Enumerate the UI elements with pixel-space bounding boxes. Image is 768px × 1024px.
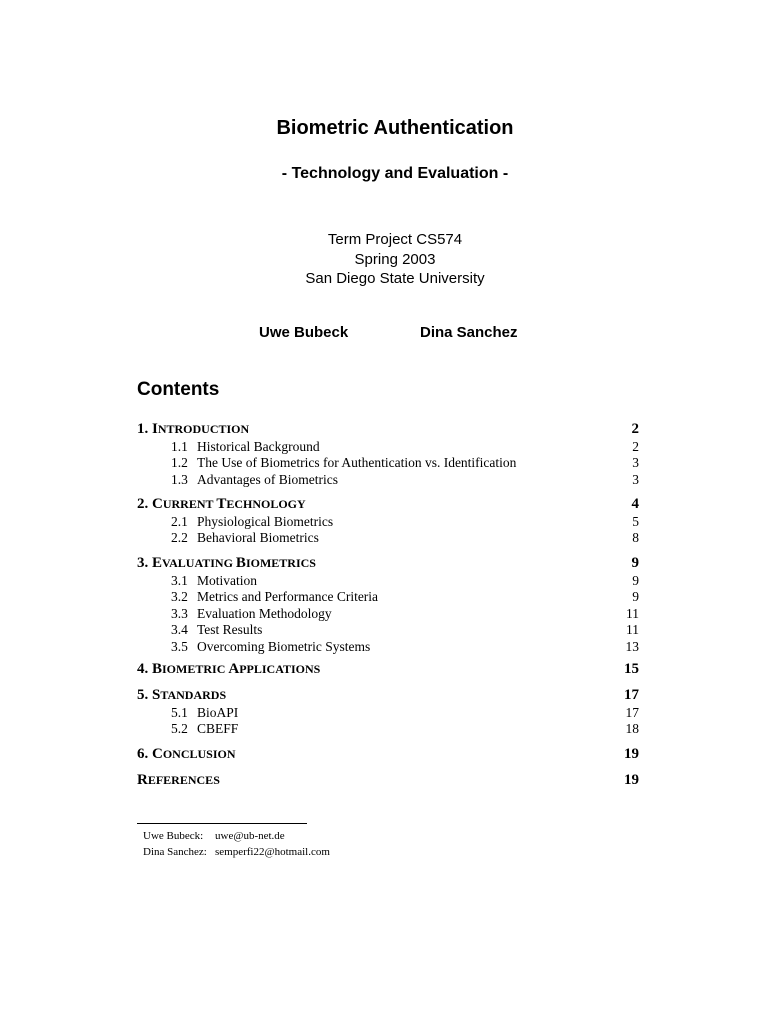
document-subtitle: - Technology and Evaluation - xyxy=(281,165,509,182)
toc-section[interactable] xyxy=(137,496,639,514)
toc-subsection-title xyxy=(171,639,370,655)
toc-section-title: 6. CONCLUSION xyxy=(137,746,236,762)
toc-subsection-text: Physiological Biometrics xyxy=(197,514,334,529)
toc-section-title: 2. CURRENT TECHNOLOGY xyxy=(137,496,306,512)
toc-subsection-number: 3.2 xyxy=(171,589,188,605)
toc-page-number: 19 xyxy=(624,746,639,762)
project-term: Spring 2003 xyxy=(354,250,436,268)
toc-page-number: 3 xyxy=(632,455,639,471)
toc-subsection-text: CBEFF xyxy=(197,721,239,737)
toc-page-number: 4 xyxy=(631,496,639,512)
footnote-line xyxy=(143,846,330,858)
footnote-email: uwe@ub-net.de xyxy=(215,830,285,842)
toc-section[interactable] xyxy=(137,746,639,764)
toc-page-number: 9 xyxy=(631,555,639,571)
toc-subsection[interactable] xyxy=(137,514,639,532)
toc-subsection-number: 1.1 xyxy=(171,439,188,454)
toc-subsection[interactable] xyxy=(137,455,639,473)
project-university: San Diego State University xyxy=(305,270,485,287)
toc-section-title: 1. INTRODUCTION xyxy=(137,421,250,437)
toc-page-number: 17 xyxy=(625,705,639,720)
toc-subsection-title xyxy=(171,455,516,471)
toc-page-number: 17 xyxy=(624,687,639,703)
toc-section[interactable] xyxy=(137,555,639,573)
toc-subsection-title xyxy=(171,439,320,455)
toc-subsection[interactable] xyxy=(137,639,639,657)
toc-subsection-text: Metrics and Performance Criteria xyxy=(197,589,379,605)
toc-page-number: 2 xyxy=(632,439,639,454)
toc-subsection[interactable] xyxy=(137,589,639,607)
toc-page-number: 11 xyxy=(626,605,639,621)
toc-section-title: 4. BIOMETRIC APPLICATIONS xyxy=(137,661,321,677)
toc-subsection-text: Evaluation Methodology xyxy=(197,605,332,621)
toc-page-number: 19 xyxy=(624,772,639,788)
toc-page-number: 8 xyxy=(632,530,639,546)
toc-subsection[interactable] xyxy=(137,606,639,624)
toc-page-number: 2 xyxy=(631,421,639,437)
toc-page-number: 13 xyxy=(625,638,639,654)
document-title: Biometric Authentication xyxy=(276,117,514,139)
toc-section-title: 3. EVALUATING BIOMETRICS xyxy=(137,555,316,571)
toc-section-title: 5. STANDARDS xyxy=(137,687,227,703)
toc-subsection-text: Motivation xyxy=(197,573,257,588)
toc-subsection-number: 3.3 xyxy=(171,605,188,621)
toc-page-number: 9 xyxy=(632,589,639,605)
toc-subsection-number: 5.1 xyxy=(171,705,188,720)
toc-subsection[interactable] xyxy=(137,439,639,457)
toc-subsection-number: 2.1 xyxy=(171,514,188,529)
project-info xyxy=(0,230,768,289)
toc-subsection-text: Behavioral Biometrics xyxy=(197,530,319,546)
toc-subsection-title xyxy=(171,606,332,622)
footnote-author: Uwe Bubeck: xyxy=(143,830,204,842)
toc-section[interactable] xyxy=(137,772,639,790)
toc-section[interactable] xyxy=(137,661,639,679)
toc-subsection[interactable] xyxy=(137,705,639,723)
project-course: Term Project CS574 xyxy=(327,231,463,248)
toc-subsection-number: 2.2 xyxy=(171,530,188,546)
toc-subsection-number: 3.4 xyxy=(171,622,188,638)
toc-section[interactable] xyxy=(137,421,639,439)
footnote-email: semperfi22@hotmail.com xyxy=(215,846,330,858)
toc-subsection-number: 5.2 xyxy=(171,721,188,737)
toc-subsection-text: Test Results xyxy=(197,622,263,638)
footnote-divider xyxy=(137,823,307,824)
toc-subsection[interactable] xyxy=(137,622,639,640)
toc-subsection-number: 1.3 xyxy=(171,471,188,487)
footnote-author: Dina Sanchez: xyxy=(143,846,207,858)
toc-page-number: 18 xyxy=(625,721,639,737)
toc-subsection-title xyxy=(171,472,338,488)
toc-page-number: 5 xyxy=(632,514,639,529)
toc-section-title: REFERENCES xyxy=(137,772,220,788)
toc-section[interactable] xyxy=(137,687,639,705)
toc-subsection[interactable] xyxy=(137,721,639,739)
toc-page-number: 3 xyxy=(632,471,639,487)
toc-subsection-text: Advantages of Biometrics xyxy=(197,471,338,487)
toc-subsection-title xyxy=(171,622,262,638)
toc-subsection-title xyxy=(171,721,238,737)
toc-subsection-text: The Use of Biometrics for Authentication vs. Identification xyxy=(197,455,517,471)
footnote-line xyxy=(143,830,285,842)
toc-subsection-text: Overcoming Biometric Systems xyxy=(197,638,371,654)
toc-page-number: 11 xyxy=(626,622,639,638)
author-name: Uwe Bubeck xyxy=(259,324,349,341)
author-name: Dina Sanchez xyxy=(420,324,518,341)
toc-subsection[interactable] xyxy=(137,472,639,490)
toc-page-number: 15 xyxy=(624,661,639,677)
toc-subsection-text: BioAPI xyxy=(197,705,239,720)
toc-subsection[interactable] xyxy=(137,573,639,591)
toc-subsection[interactable] xyxy=(137,530,639,548)
toc-subsection-title xyxy=(171,514,333,530)
toc-subsection-title xyxy=(171,589,378,605)
toc-subsection-title xyxy=(171,573,257,589)
toc-page-number: 9 xyxy=(632,573,639,588)
toc-subsection-title xyxy=(171,530,319,546)
contents-heading: Contents xyxy=(137,379,220,400)
toc-subsection-number: 3.1 xyxy=(171,573,188,588)
toc-subsection-number: 3.5 xyxy=(171,638,188,654)
toc-subsection-number: 1.2 xyxy=(171,455,188,471)
toc-subsection-text: Historical Background xyxy=(197,439,320,454)
toc-subsection-title xyxy=(171,705,238,721)
